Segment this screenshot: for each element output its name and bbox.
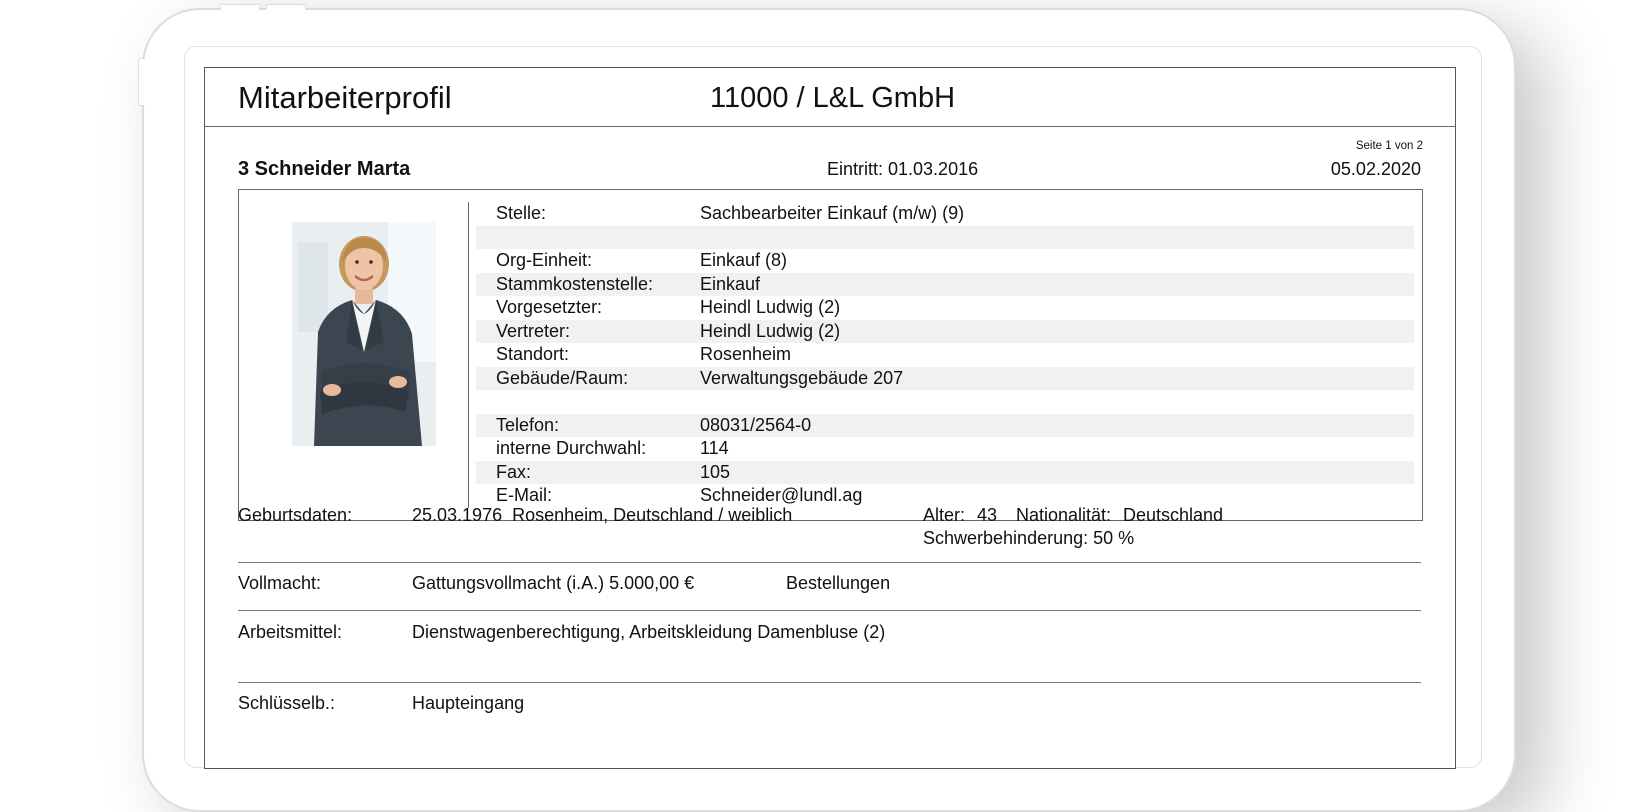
- detail-value: Sachbearbeiter Einkauf (m/w) (9): [700, 203, 965, 223]
- age-value: 43: [977, 505, 998, 525]
- detail-row-gebaeude-raum: [476, 367, 1414, 391]
- authority-value: Gattungsvollmacht (i.A.) 5.000,00 €: [412, 573, 695, 593]
- detail-value: Rosenheim: [700, 344, 792, 364]
- detail-row-stammkostenstelle: [476, 273, 1414, 297]
- detail-value: Heindl Ludwig (2): [700, 320, 841, 341]
- page-number: Seite 1 von 2: [1355, 140, 1423, 152]
- birth-value: 25.03.1976 Rosenheim, Deutschland / weiblich: [412, 505, 793, 525]
- detail-row-empty: [476, 226, 1414, 250]
- company-name: 11000 / L&L GmbH: [710, 82, 956, 114]
- employee-photo-icon: [292, 222, 436, 446]
- detail-value: Einkauf: [700, 273, 761, 294]
- detail-row-vertreter: [476, 320, 1414, 344]
- detail-row-empty: [476, 390, 1414, 414]
- detail-value[interactable]: Schneider@lundl.ag: [700, 485, 863, 505]
- print-date: 05.02.2020: [1330, 159, 1421, 179]
- page-title: Mitarbeiterprofil: [238, 80, 452, 115]
- nationality-label: Nationalität:: [1016, 505, 1112, 525]
- tablet-button-top-2: [266, 4, 306, 10]
- detail-row-telefon: [476, 414, 1414, 438]
- detail-row-durchwahl: [476, 437, 1414, 461]
- detail-value: Heindl Ludwig (2): [700, 297, 841, 317]
- sheet-header: [205, 68, 1455, 127]
- tablet-button-top-1: [220, 4, 260, 10]
- keys-value: Haupteingang: [412, 693, 525, 713]
- detail-row-stelle: [476, 202, 1414, 226]
- section-divider: [238, 562, 1421, 563]
- detail-label: Telefon:: [496, 414, 560, 435]
- authority-label: Vollmacht:: [238, 573, 322, 593]
- detail-value: Verwaltungsgebäude 207: [700, 367, 904, 388]
- detail-value: 114: [700, 438, 729, 458]
- detail-label: Vorgesetzter:: [496, 297, 603, 317]
- detail-label: interne Durchwahl:: [496, 438, 647, 458]
- detail-label: Standort:: [496, 344, 570, 364]
- vertical-divider: [468, 202, 469, 508]
- detail-label: Org-Einheit:: [496, 250, 593, 270]
- detail-label: Vertreter:: [496, 320, 571, 341]
- employee-profile-sheet: [204, 67, 1456, 769]
- detail-label: Stammkostenstelle:: [496, 273, 654, 294]
- detail-value: 105: [700, 461, 731, 482]
- detail-label: Stelle:: [496, 203, 547, 223]
- detail-label: Gebäude/Raum:: [496, 367, 629, 388]
- nationality-value: Deutschland: [1123, 505, 1224, 525]
- detail-row-email: [476, 484, 1414, 508]
- birth-label: Geburtsdaten:: [238, 505, 353, 525]
- disability-value: Schwerbehinderung: 50 %: [923, 528, 1135, 548]
- authority-extra: Bestellungen: [786, 573, 891, 593]
- keys-label: Schlüsselb.:: [238, 693, 336, 713]
- age-label: Alter:: [923, 505, 966, 525]
- detail-row-org-einheit: [476, 249, 1414, 273]
- entry-date: Eintritt: 01.03.2016: [827, 159, 979, 179]
- detail-label: E-Mail:: [496, 485, 553, 505]
- detail-label: Fax:: [496, 461, 532, 482]
- section-divider: [238, 682, 1421, 683]
- equipment-label: Arbeitsmittel:: [238, 622, 343, 642]
- employee-name: 3 Schneider Marta: [238, 158, 411, 180]
- equipment-value: Dienstwagenberechtigung, Arbeitskleidung Damenbluse (2): [412, 622, 886, 642]
- detail-row-vorgesetzter: [476, 296, 1414, 320]
- detail-row-standort: [476, 343, 1414, 367]
- detail-row-fax: [476, 461, 1414, 485]
- tablet-button-side: [138, 58, 145, 106]
- section-divider: [238, 610, 1421, 611]
- employee-info-box: [238, 189, 1423, 521]
- detail-value: Einkauf (8): [700, 250, 788, 270]
- details-list: [476, 202, 1414, 508]
- detail-value: 08031/2564-0: [700, 414, 812, 435]
